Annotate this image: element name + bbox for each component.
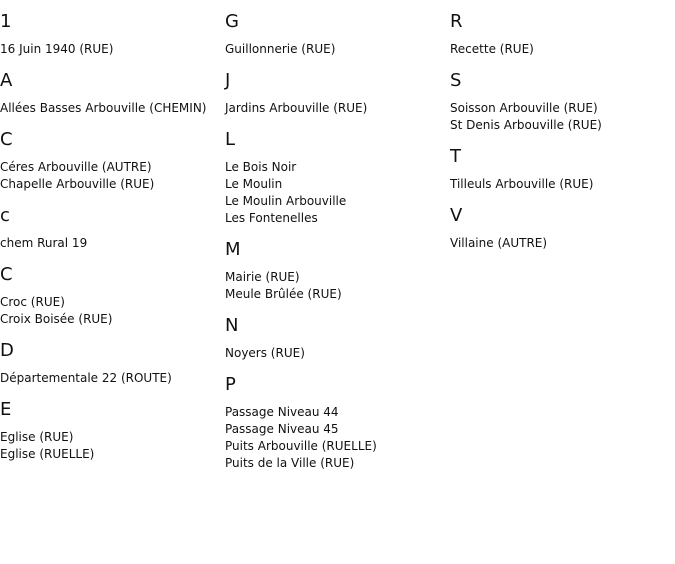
street-list: [0, 159, 225, 193]
section-letter-heading: T: [450, 146, 461, 167]
section-letter-heading: M: [225, 239, 241, 260]
letter-section: [0, 70, 225, 117]
letter-section: [225, 11, 450, 58]
street-link[interactable]: Soisson Arbouville (RUE): [450, 101, 598, 115]
street-list: [0, 294, 225, 328]
street-link[interactable]: Passage Niveau 45: [225, 422, 339, 436]
street-index-column-3: [450, 0, 675, 252]
street-list: [225, 345, 450, 362]
letter-section: [225, 315, 450, 362]
section-letter-heading: L: [225, 129, 236, 150]
street-list: [450, 100, 675, 134]
street-link[interactable]: Noyers (RUE): [225, 346, 305, 360]
section-letter-heading: c: [0, 205, 10, 226]
street-list: [0, 41, 225, 58]
section-letter-heading: J: [225, 70, 231, 91]
street-link[interactable]: Croc (RUE): [0, 295, 65, 309]
street-list: [450, 41, 675, 58]
street-index-column-2: [225, 0, 450, 472]
street-link[interactable]: Tilleuls Arbouville (RUE): [450, 177, 594, 191]
letter-section: [0, 11, 225, 58]
letter-section: [450, 11, 675, 58]
street-link[interactable]: St Denis Arbouville (RUE): [450, 118, 602, 132]
section-letter-heading: C: [0, 264, 13, 285]
letter-section: [450, 205, 675, 252]
street-link[interactable]: Céres Arbouville (AUTRE): [0, 160, 152, 174]
section-letter-heading: R: [450, 11, 463, 32]
street-link[interactable]: Eglise (RUELLE): [0, 447, 95, 461]
letter-section: [0, 129, 225, 193]
street-link[interactable]: Le Bois Noir: [225, 160, 297, 174]
street-link[interactable]: Le Moulin: [225, 177, 283, 191]
street-list: [450, 235, 675, 252]
street-list: [225, 404, 450, 472]
street-list: [450, 176, 675, 193]
street-link[interactable]: Meule Brûlée (RUE): [225, 287, 342, 301]
street-link[interactable]: Départementale 22 (ROUTE): [0, 371, 172, 385]
section-letter-heading: D: [0, 340, 14, 361]
letter-section: [450, 146, 675, 193]
street-link[interactable]: Croix Boisée (RUE): [0, 312, 113, 326]
street-link[interactable]: Chapelle Arbouville (RUE): [0, 177, 155, 191]
street-list: [0, 429, 225, 463]
letter-section: [0, 399, 225, 463]
street-index-column-1: [0, 0, 225, 463]
street-link[interactable]: Eglise (RUE): [0, 430, 74, 444]
street-link[interactable]: Villaine (AUTRE): [450, 236, 548, 250]
street-link[interactable]: Passage Niveau 44: [225, 405, 339, 419]
street-link[interactable]: Jardins Arbouville (RUE): [225, 101, 368, 115]
letter-section: [225, 70, 450, 117]
street-link[interactable]: Allées Basses Arbouville (CHEMIN): [0, 101, 207, 115]
street-link[interactable]: Puits de la Ville (RUE): [225, 456, 355, 470]
street-link[interactable]: Puits Arbouville (RUELLE): [225, 439, 377, 453]
letter-section: [0, 264, 225, 328]
section-letter-heading: P: [225, 374, 236, 395]
street-list: [225, 100, 450, 117]
letter-section: [0, 205, 225, 252]
section-letter-heading: A: [0, 70, 13, 91]
street-list: [225, 269, 450, 303]
street-link[interactable]: Recette (RUE): [450, 42, 534, 56]
section-letter-heading: E: [0, 399, 12, 420]
letter-section: [0, 340, 225, 387]
street-link[interactable]: Guillonnerie (RUE): [225, 42, 336, 56]
letter-section: [450, 70, 675, 134]
street-link[interactable]: Les Fontenelles: [225, 211, 318, 225]
section-letter-heading: C: [0, 129, 13, 150]
section-letter-heading: V: [450, 205, 463, 226]
letter-section: [225, 129, 450, 227]
street-link[interactable]: chem Rural 19: [0, 236, 88, 250]
street-list: [0, 370, 225, 387]
letter-section: [225, 374, 450, 472]
letter-section: [225, 239, 450, 303]
section-letter-heading: G: [225, 11, 239, 32]
section-letter-heading: S: [450, 70, 462, 91]
street-list: [225, 159, 450, 227]
street-list: [225, 41, 450, 58]
street-list: [0, 235, 225, 252]
section-letter-heading: N: [225, 315, 239, 336]
street-list: [0, 100, 225, 117]
street-link[interactable]: Mairie (RUE): [225, 270, 300, 284]
section-letter-heading: 1: [0, 11, 12, 32]
street-link[interactable]: Le Moulin Arbouville: [225, 194, 347, 208]
street-link[interactable]: 16 Juin 1940 (RUE): [0, 42, 114, 56]
